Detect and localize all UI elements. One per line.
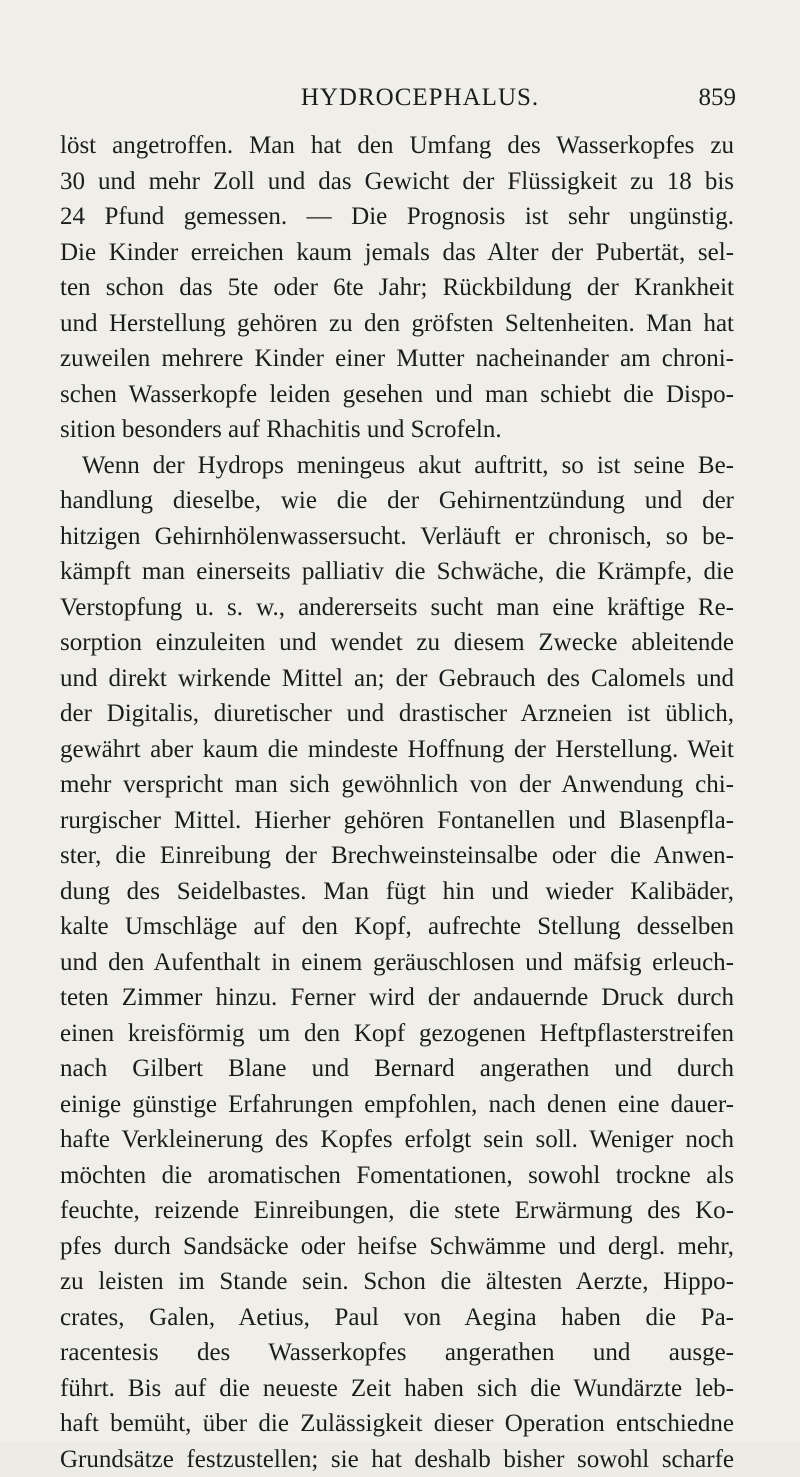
text-line: handlung dieselbe, wie die der Gehirnentzündung und der xyxy=(60,483,734,519)
body-text xyxy=(60,128,734,1477)
text-line: hitzigen Gehirnhölenwassersucht. Verläuft er chronisch, so be- xyxy=(60,519,734,555)
text-line: Verstopfung u. s. w., andererseits sucht man eine kräftige Re- xyxy=(60,590,734,626)
page-number: 859 xyxy=(699,84,737,112)
text-line: sorption einzuleiten und wendet zu diesem Zwecke ableitende xyxy=(60,625,734,661)
text-line: 24 Pfund gemessen. — Die Prognosis ist sehr ungünstig. xyxy=(60,199,734,235)
text-line: mehr verspricht man sich gewöhnlich von der Anwendung chi- xyxy=(60,767,734,803)
text-line: ster, die Einreibung der Brechweinsteinsalbe oder die Anwen- xyxy=(60,838,734,874)
text-line: und Herstellung gehören zu den gröfsten Seltenheiten. Man hat xyxy=(60,306,734,342)
text-line: kalte Umschläge auf den Kopf, aufrechte Stellung desselben xyxy=(60,909,734,945)
text-line: schen Wasserkopfe leiden gesehen und man schiebt die Dispo- xyxy=(60,377,734,413)
text-line: Wenn der Hydrops meningeus akut auftritt, so ist seine Be- xyxy=(60,448,734,484)
text-line: sition besonders auf Rhachitis und Scrofeln. xyxy=(60,412,734,448)
text-line: rurgischer Mittel. Hierher gehören Fontanellen und Blasenpfla- xyxy=(60,803,734,839)
running-head xyxy=(100,84,740,118)
text-line: crates, Galen, Aetius, Paul von Aegina haben die Pa- xyxy=(60,1300,734,1336)
text-line: der Digitalis, diuretischer und drastischer Arzneien ist üblich, xyxy=(60,696,734,732)
text-line: möchten die aromatischen Fomentationen, sowohl trockne als xyxy=(60,1158,734,1194)
text-line: führt. Bis auf die neueste Zeit haben sich die Wundärzte leb- xyxy=(60,1371,734,1407)
text-line: löst angetroffen. Man hat den Umfang des Wasserkopfes zu xyxy=(60,128,734,164)
text-line: zuweilen mehrere Kinder einer Mutter nacheinander am chroni- xyxy=(60,341,734,377)
text-line: dung des Seidelbastes. Man fügt hin und wieder Kalibäder, xyxy=(60,874,734,910)
text-line: racentesis des Wasserkopfes angerathen und ausge- xyxy=(60,1335,734,1371)
text-line: pfes durch Sandsäcke oder heifse Schwämme und dergl. mehr, xyxy=(60,1229,734,1265)
text-line: Die Kinder erreichen kaum jemals das Alter der Pubertät, sel- xyxy=(60,235,734,271)
text-line: nach Gilbert Blane und Bernard angerathen und durch xyxy=(60,1051,734,1087)
text-line: einige günstige Erfahrungen empfohlen, nach denen eine dauer- xyxy=(60,1087,734,1123)
text-line: gewährt aber kaum die mindeste Hoffnung der Herstellung. Weit xyxy=(60,732,734,768)
text-line: 30 und mehr Zoll und das Gewicht der Flüssigkeit zu 18 bis xyxy=(60,164,734,200)
running-title: HYDROCEPHALUS. xyxy=(100,84,740,112)
text-line: kämpft man einerseits palliativ die Schwäche, die Krämpfe, die xyxy=(60,554,734,590)
text-line: Grundsätze festzustellen; sie hat deshalb bisher sowohl scharfe xyxy=(60,1442,734,1477)
text-line: teten Zimmer hinzu. Ferner wird der andauernde Druck durch xyxy=(60,980,734,1016)
text-line: und direkt wirkende Mittel an; der Gebrauch des Calomels und xyxy=(60,661,734,697)
text-line: zu leisten im Stande sein. Schon die ältesten Aerzte, Hippo- xyxy=(60,1264,734,1300)
text-line: haft bemüht, über die Zulässigkeit dieser Operation entschiedne xyxy=(60,1406,734,1442)
text-line: und den Aufenthalt in einem geräuschlosen und mäfsig erleuch- xyxy=(60,945,734,981)
text-line: einen kreisförmig um den Kopf gezogenen Heftpflasterstreifen xyxy=(60,1016,734,1052)
text-line: ten schon das 5te oder 6te Jahr; Rückbildung der Krankheit xyxy=(60,270,734,306)
text-line: hafte Verkleinerung des Kopfes erfolgt sein soll. Weniger noch xyxy=(60,1122,734,1158)
text-line: feuchte, reizende Einreibungen, die stete Erwärmung des Ko- xyxy=(60,1193,734,1229)
